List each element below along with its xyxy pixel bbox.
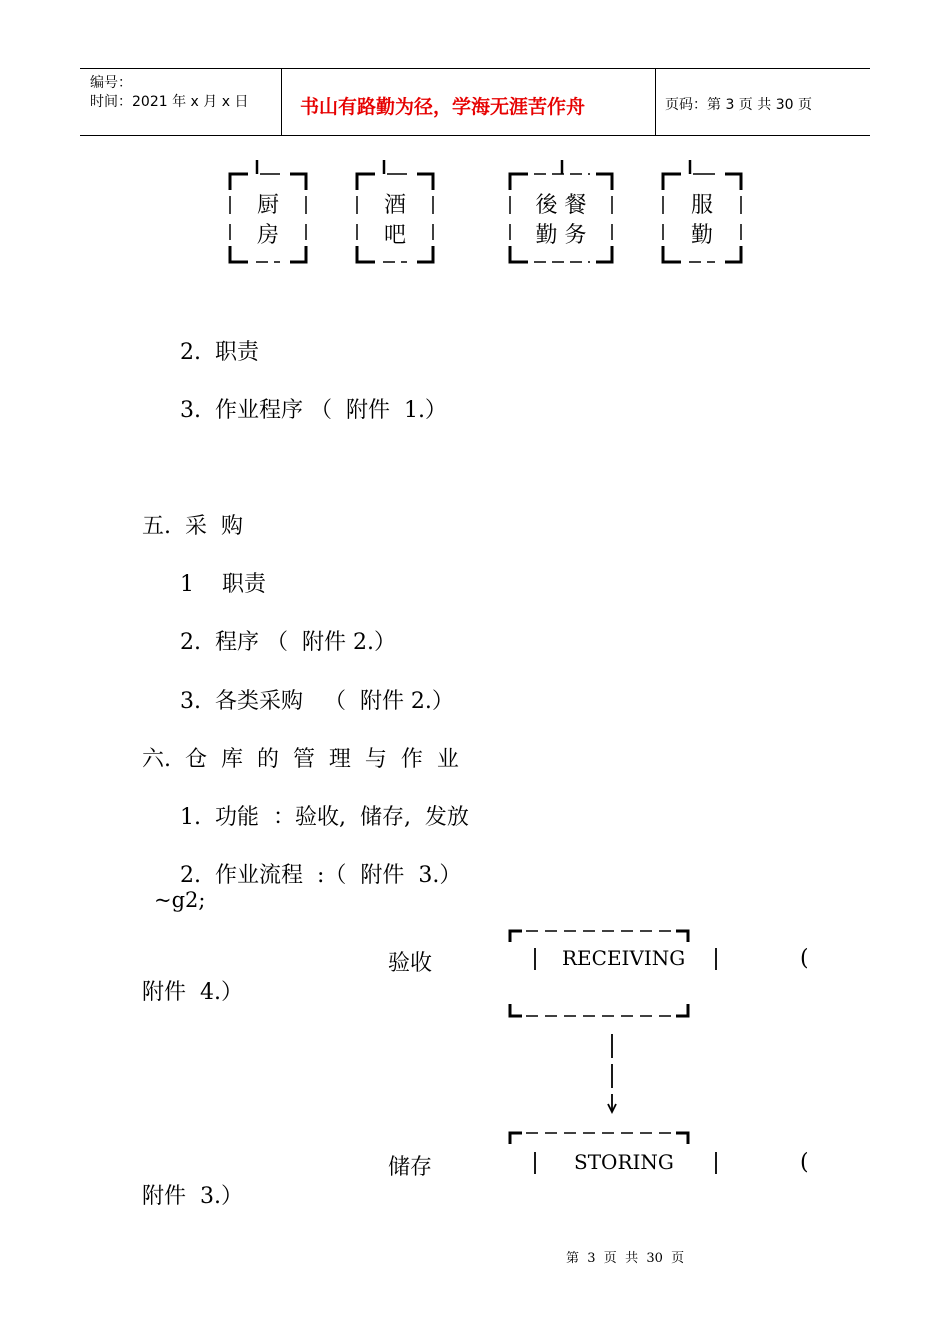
flow-step-storing-cn: 储存 bbox=[388, 1155, 433, 1180]
flow-step-storing-ref: 附件 3.） bbox=[142, 1184, 243, 1209]
purchasing-item-categories: 3. 各类采购 （ 附件 2.） bbox=[180, 689, 454, 714]
dept-box-logistics bbox=[510, 160, 614, 246]
document-number-label: 编号： bbox=[90, 75, 132, 91]
dept-box-service bbox=[663, 160, 735, 246]
section-warehouse-heading: 六. 仓 库 的 管 理 与 作 业 bbox=[142, 747, 459, 772]
section-purchasing-heading: 五. 采 购 bbox=[142, 514, 243, 539]
dept-label-line2: 勤 务 bbox=[535, 223, 587, 248]
header-top-rule bbox=[80, 68, 870, 69]
dept-box-kitchen bbox=[230, 160, 302, 246]
header-divider-right bbox=[655, 68, 656, 136]
footer-page-number: 第 3 页 共 30 页 bbox=[566, 1251, 685, 1266]
purchasing-item-procedure: 2. 程序 （ 附件 2.） bbox=[180, 630, 396, 655]
flow-box-receiving bbox=[508, 928, 692, 1020]
header-page-number: 页码：第 3 页 共 30 页 bbox=[665, 97, 812, 113]
warehouse-item-workflow: 2. 作业流程 :（ 附件 3.） bbox=[180, 863, 462, 888]
dept-label-line1: 酒 bbox=[383, 193, 406, 218]
flow-step-receiving-paren: ( bbox=[800, 946, 809, 971]
flow-arrow-down bbox=[602, 1034, 622, 1116]
item-procedure: 3. 作业程序 （ 附件 1.） bbox=[180, 398, 447, 423]
flow-step-storing-paren: ( bbox=[800, 1150, 809, 1175]
dept-label-line2: 房 bbox=[256, 223, 279, 248]
flow-step-receiving-ref: 附件 4.） bbox=[142, 980, 243, 1005]
item-duties: 2. 职责 bbox=[180, 340, 259, 365]
warehouse-item-functions: 1. 功能 ：验收, 储存, 发放 bbox=[180, 805, 469, 830]
dept-label-line1: 厨 bbox=[256, 193, 279, 218]
dept-label-line2: 勤 bbox=[690, 223, 713, 248]
header-divider-left bbox=[281, 68, 282, 136]
stray-text: ~g2; bbox=[154, 888, 206, 912]
dept-box-bar bbox=[357, 160, 429, 246]
dept-label-line2: 吧 bbox=[383, 223, 406, 248]
header-bottom-rule bbox=[80, 135, 870, 136]
document-date-label: 时间：2021 年 x 月 x 日 bbox=[90, 94, 249, 110]
flow-step-receiving-en: RECEIVING bbox=[562, 946, 686, 970]
flow-step-storing-en: STORING bbox=[574, 1150, 674, 1174]
dept-label-line1: 後 餐 bbox=[535, 193, 587, 218]
flow-step-receiving-cn: 验收 bbox=[388, 951, 433, 976]
purchasing-item-duties: 1 职责 bbox=[180, 572, 266, 597]
header-motto: 书山有路勤为径，学海无涯苦作舟 bbox=[300, 96, 586, 118]
dept-label-line1: 服 bbox=[690, 193, 713, 218]
